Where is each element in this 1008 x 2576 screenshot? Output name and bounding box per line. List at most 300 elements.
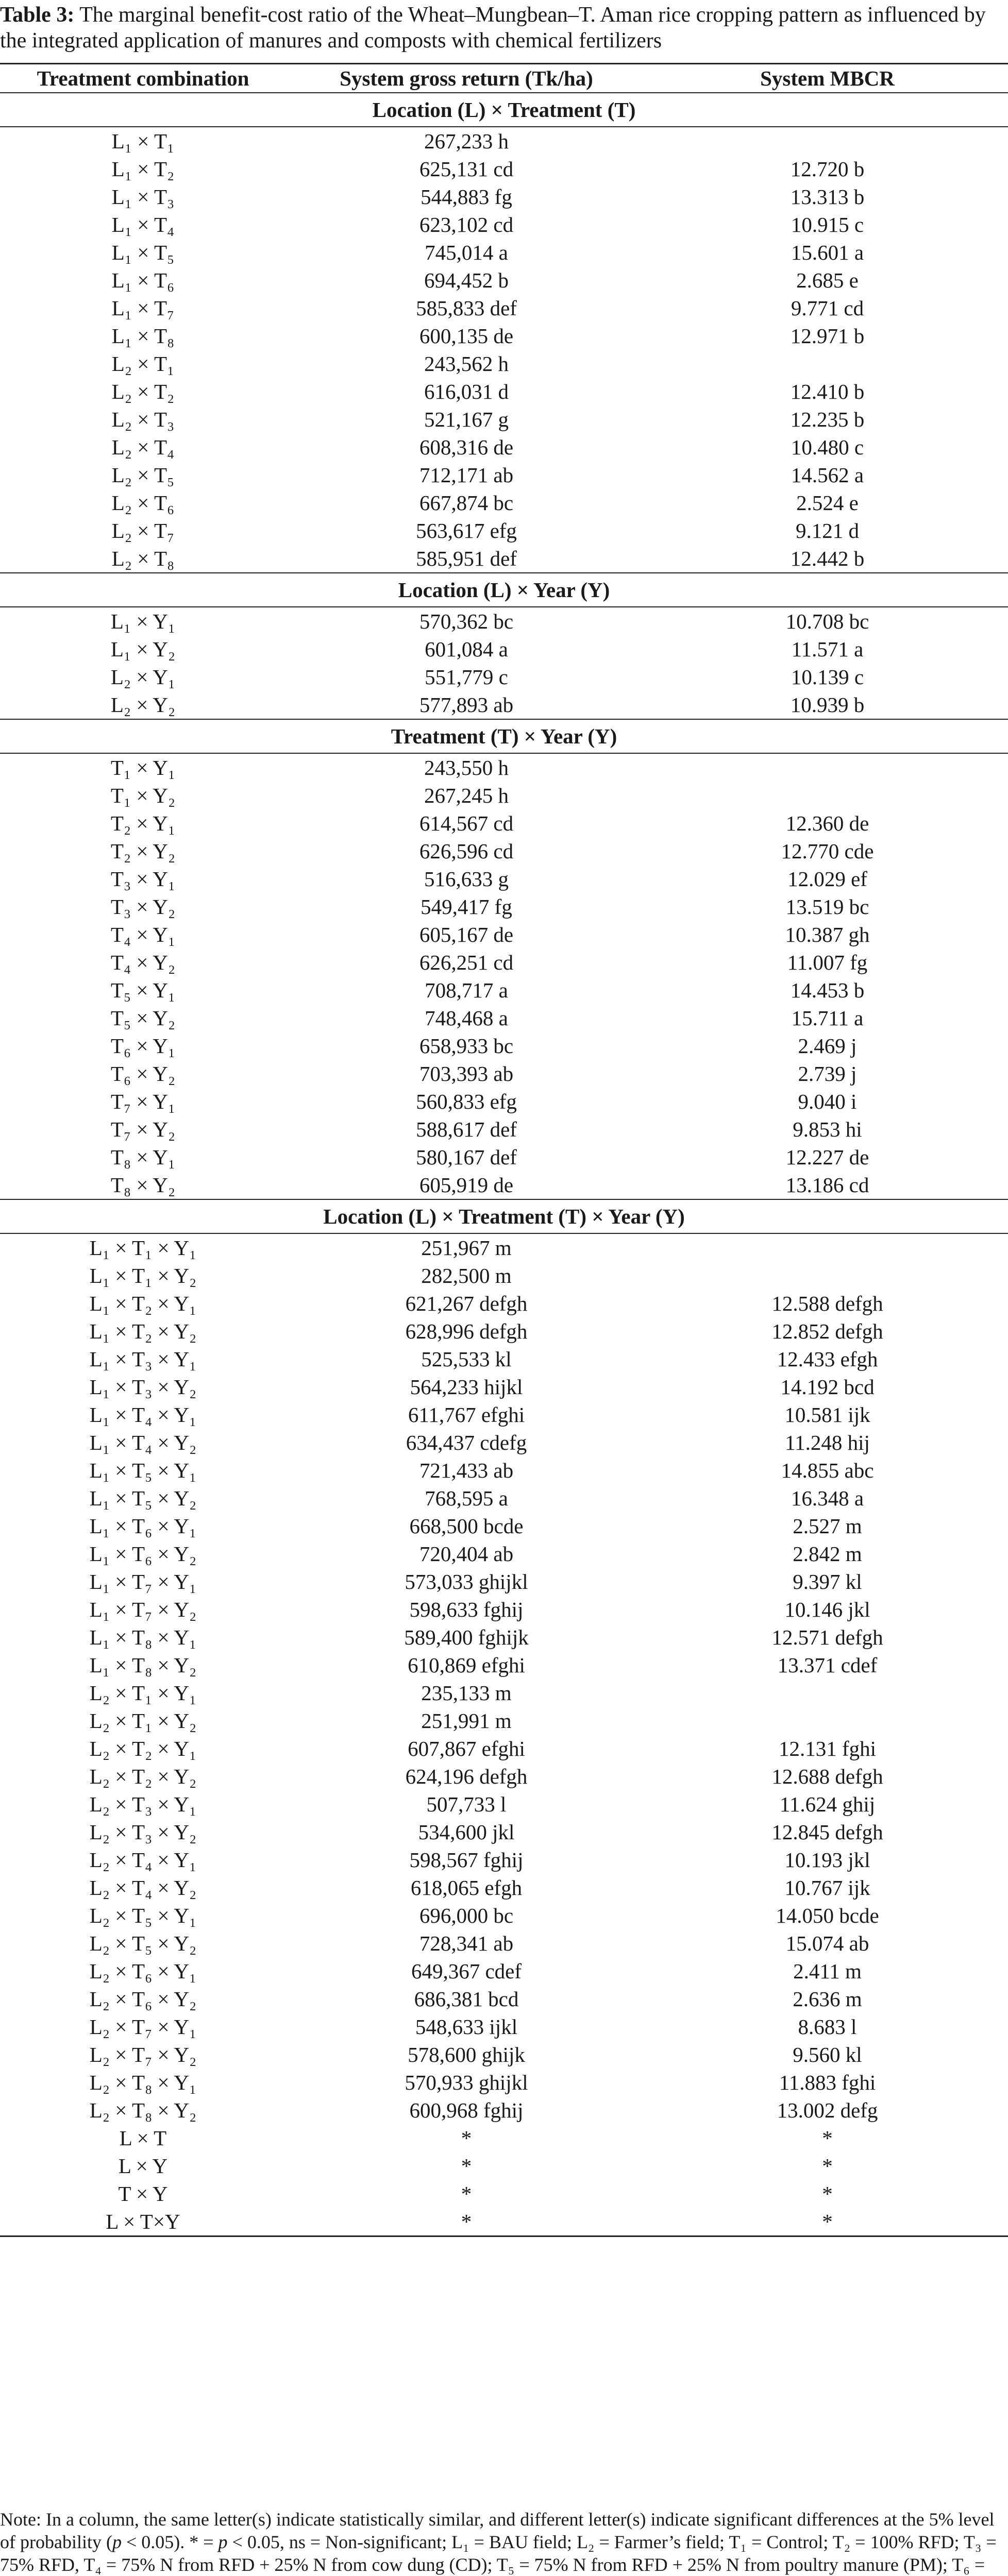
mbcr-cell: 12.131 fghi: [778, 1737, 877, 1760]
gross-return-cell: 577,893 ab: [419, 693, 514, 717]
table-row: [0, 663, 1008, 691]
mbcr-cell: 11.883 fghi: [779, 2071, 876, 2094]
gross-return-cell: 624,196 defgh: [405, 1765, 528, 1788]
gross-return-cell: 267,245 h: [424, 784, 509, 807]
table-row: [0, 1818, 1008, 1846]
gross-return-cell: 551,779 c: [425, 665, 508, 689]
treatment-cell: L₁ × T₂: [111, 157, 175, 181]
mbcr-cell: 10.915 c: [791, 213, 864, 236]
mbcr-cell: 10.767 ijk: [784, 1876, 870, 1900]
note-part-b: < 0.05). * =: [121, 2532, 219, 2552]
gross-return-cell: 598,633 fghij: [409, 1598, 524, 1621]
gross-return-cell: 251,991 m: [421, 1709, 512, 1733]
table-row: [0, 1623, 1008, 1651]
header-row: [0, 64, 1008, 93]
mbcr-cell: *: [822, 2154, 833, 2178]
table-row: [0, 1484, 1008, 1512]
mbcr-cell: 15.601 a: [791, 241, 864, 264]
table-row: [0, 976, 1008, 1004]
treatment-cell: L₂ × T₁ × Y₂: [89, 1709, 197, 1733]
treatment-cell: L₂ × T₃ × Y₂: [89, 1820, 197, 1844]
gross-return-cell: 243,562 h: [424, 352, 509, 376]
table-row: [0, 893, 1008, 921]
mbcr-cell: 2.524 e: [796, 491, 859, 515]
gross-return-cell: 580,167 def: [416, 1145, 517, 1169]
gross-return-cell: 658,933 bc: [419, 1034, 514, 1058]
table-row: [0, 1373, 1008, 1401]
table-row: [0, 545, 1008, 573]
mbcr-cell: 10.146 jkl: [784, 1598, 870, 1621]
gross-return-cell: 728,341 ab: [419, 1931, 514, 1955]
treatment-cell: T₃ × Y₁: [110, 867, 176, 891]
mbcr-cell: 15.711 a: [791, 1006, 864, 1030]
treatment-cell: L₁ × T₈ × Y₁: [89, 1625, 197, 1649]
treatment-cell: L₁ × Y₂: [110, 637, 176, 661]
mbcr-cell: 12.235 b: [790, 408, 865, 431]
treatment-cell: T₁ × Y₁: [110, 756, 176, 779]
table-row: [0, 1929, 1008, 1957]
treatment-cell: L₂ × T₂ × Y₁: [89, 1737, 197, 1760]
mbcr-cell: 10.139 c: [791, 665, 864, 689]
table-row: [0, 1290, 1008, 1317]
table-row: [0, 1317, 1008, 1345]
treatment-cell: L₂ × T₄: [111, 435, 175, 459]
table-row: [0, 1846, 1008, 1874]
gross-return-cell: 616,031 d: [424, 380, 509, 403]
gross-return-cell: 703,393 ab: [419, 1062, 514, 1086]
table-row: [0, 921, 1008, 948]
mbcr-cell: *: [822, 2126, 833, 2150]
treatment-cell: L₁ × T₇ × Y₂: [89, 1598, 197, 1621]
treatment-cell: L₁ × T₁ × Y₂: [89, 1264, 197, 1287]
table-row: [0, 1707, 1008, 1735]
mbcr-cell: 2.469 j: [798, 1034, 857, 1058]
treatment-cell: L₂ × T₆ × Y₂: [89, 1987, 197, 2011]
section-header-row: [0, 573, 1008, 607]
gross-return-cell: 600,135 de: [419, 324, 514, 348]
table-row: [0, 948, 1008, 976]
treatment-cell: L₁ × T₇ × Y₁: [89, 1570, 197, 1594]
mbcr-cell: 2.411 m: [793, 1959, 862, 1983]
treatment-cell: L₁ × Y₁: [110, 609, 176, 633]
mbcr-cell: 12.971 b: [790, 324, 865, 348]
treatment-cell: L₁ × T₃ × Y₁: [89, 1347, 197, 1371]
mbcr-cell: [647, 753, 1008, 782]
treatment-cell: L₁ × T₁: [111, 129, 175, 153]
table-row: [0, 1233, 1008, 1262]
mbcr-cell: 2.685 e: [796, 268, 859, 292]
table-row: [0, 266, 1008, 294]
note-part-c: < 0.05, ns = Non-significant; L₁ = BAU field; L₂ = Farmer’s field; T₁ = Control; T₂ = 100% RFD; T₃ = 75% RFD, T₄ = 75% N from RFD + 25% N from cow dung (CD); T₅ = 75% N from RFD + 25% N from poultry manure (PM); T₆ =: [0, 2532, 997, 2575]
table-row: [0, 183, 1008, 211]
section-header-row: [0, 93, 1008, 127]
treatment-cell: L × T: [119, 2126, 167, 2150]
treatment-cell: L₂ × T₂: [111, 380, 175, 403]
treatment-cell: L₂ × T₈ × Y₂: [89, 2098, 197, 2122]
gross-return-cell: 601,084 a: [425, 637, 508, 661]
gross-return-cell: 521,167 g: [424, 408, 509, 431]
mbcr-cell: 13.519 bc: [785, 895, 869, 919]
table-row: [0, 2208, 1008, 2236]
table-row: [0, 378, 1008, 405]
gross-return-cell: *: [286, 2208, 647, 2236]
table-row: [0, 2041, 1008, 2069]
gross-return-cell: *: [461, 2154, 472, 2178]
treatment-cell: T₄ × Y₂: [110, 951, 176, 974]
table-row: [0, 1874, 1008, 1902]
mbcr-cell: 14.562 a: [791, 463, 864, 487]
table-row: [0, 489, 1008, 517]
table-body: [0, 93, 1008, 2236]
table-label: Table 3:: [0, 3, 75, 27]
table-note: [0, 2508, 1008, 2576]
gross-return-cell: 560,833 efg: [416, 1090, 517, 1113]
table-row: [0, 1902, 1008, 1929]
mbcr-cell: 9.771 cd: [791, 296, 864, 320]
treatment-cell: L₂ × T₁: [111, 352, 175, 376]
treatment-cell: T₇ × Y₁: [110, 1090, 176, 1113]
mbcr-cell: 16.348 a: [791, 1486, 864, 1510]
mbcr-cell: 11.624 ghij: [779, 1792, 876, 1816]
mbcr-cell: 2.739 j: [798, 1062, 857, 1086]
mbcr-cell: 12.433 efgh: [777, 1347, 878, 1371]
table-row: [0, 2124, 1008, 2152]
gross-return-cell: 768,595 a: [425, 1486, 508, 1510]
mbcr-cell: 12.571 defgh: [771, 1625, 883, 1649]
treatment-cell: L₁ × T₆: [111, 268, 175, 292]
mbcr-cell: 10.193 jkl: [784, 1848, 870, 1872]
note-part-a: Note: In a column, the same letter(s) indicate statistically similar, and different letter(s) indicate significant differences at the 5% level of probability (: [0, 2509, 995, 2552]
table-row: [0, 1004, 1008, 1032]
table-row: [0, 1540, 1008, 1568]
mbcr-cell: 12.770 cde: [781, 839, 874, 863]
treatment-cell: T₅ × Y₂: [110, 1006, 176, 1030]
gross-return-cell: 607,867 efghi: [408, 1737, 525, 1760]
mbcr-cell: 14.050 bcde: [776, 1904, 879, 1927]
mbcr-cell: 9.397 kl: [793, 1570, 862, 1594]
mbcr-cell: 2.842 m: [793, 1542, 862, 1566]
mbcr-cell: [647, 1233, 1008, 1262]
gross-return-cell: 282,500 m: [421, 1264, 512, 1287]
table-row: [0, 433, 1008, 461]
mbcr-cell: 12.442 b: [790, 547, 865, 570]
treatment-cell: T₇ × Y₂: [110, 1117, 176, 1141]
treatment-cell: L₁ × T₆ × Y₂: [89, 1542, 197, 1566]
treatment-cell: L₂ × T₄ × Y₂: [89, 1876, 197, 1900]
mbcr-cell: 14.453 b: [790, 978, 865, 1002]
gross-return-cell: 621,267 defgh: [405, 1292, 528, 1315]
table-row: [0, 1568, 1008, 1596]
gross-return-cell: 720,404 ab: [419, 1542, 514, 1566]
gross-return-cell: *: [461, 2126, 472, 2150]
treatment-cell: L₁ × T₅: [111, 241, 175, 264]
gross-return-cell: 605,167 de: [419, 923, 514, 946]
mbcr-cell: 14.855 abc: [781, 1459, 874, 1482]
mbcr-cell: 9.040 i: [798, 1090, 857, 1113]
caption-text: The marginal benefit-cost ratio of the Wheat–Mungbean–T. Aman rice cropping pattern as influenced by the integrated application of manures and composts with chemical fertilizers: [0, 3, 986, 53]
treatment-cell: L₁ × T₄ × Y₂: [89, 1431, 197, 1454]
treatment-cell: T₁ × Y₂: [110, 784, 176, 807]
gross-return-cell: 251,967 m: [421, 1236, 512, 1260]
table-row: [0, 2180, 1008, 2208]
table-row: [0, 1262, 1008, 1290]
gross-return-cell: 634,437 cdefg: [406, 1431, 527, 1454]
gross-return-cell: 589,400 fghijk: [404, 1625, 529, 1649]
mbcr-cell: [647, 1679, 1008, 1707]
table-row: [0, 753, 1008, 782]
treatment-cell: T₃ × Y₂: [110, 895, 176, 919]
treatment-cell: L₂ × T₅ × Y₁: [89, 1904, 197, 1927]
table-row: [0, 2013, 1008, 2041]
mbcr-cell: 13.002 defg: [777, 2098, 878, 2122]
treatment-cell: L₂ × T₂ × Y₂: [89, 1765, 197, 1788]
table-row: [0, 1957, 1008, 1985]
table-row: [0, 782, 1008, 809]
gross-return-cell: 235,133 m: [421, 1681, 512, 1705]
table-row: [0, 1171, 1008, 1199]
gross-return-cell: 626,596 cd: [419, 839, 514, 863]
mbcr-cell: 2.527 m: [793, 1514, 862, 1538]
mbcr-cell: 10.708 bc: [785, 609, 869, 633]
treatment-cell: L₁ × T₂ × Y₂: [89, 1319, 197, 1343]
mbcr-cell: 13.186 cd: [785, 1173, 869, 1197]
table-row: [0, 607, 1008, 635]
gross-return-cell: 748,468 a: [425, 1006, 508, 1030]
gross-return-cell: 610,869 efghi: [408, 1653, 525, 1677]
table-row: [0, 1115, 1008, 1143]
treatment-cell: L₁ × T₂ × Y₁: [89, 1292, 197, 1315]
treatment-cell: L₂ × T₇ × Y₂: [89, 2043, 197, 2066]
mbcr-cell: 8.683 l: [798, 2015, 857, 2039]
treatment-cell: L₂ × T₇ × Y₁: [89, 2015, 197, 2039]
treatment-cell: L₂ × T₅: [111, 463, 175, 487]
mbcr-cell: 13.371 cdef: [777, 1653, 878, 1677]
mbcr-cell: 11.007 fg: [787, 951, 868, 974]
gross-return-cell: 721,433 ab: [419, 1459, 514, 1482]
table-row: [0, 1679, 1008, 1707]
mbcr-cell: 11.571 a: [791, 637, 864, 661]
table-row: [0, 322, 1008, 350]
treatment-cell: L₂ × T₅ × Y₂: [89, 1931, 197, 1955]
treatment-cell: L₂ × T₃: [111, 408, 175, 431]
gross-return-cell: 667,874 bc: [419, 491, 514, 515]
table-row: [0, 809, 1008, 837]
gross-return-cell: 745,014 a: [425, 241, 508, 264]
mbcr-cell: 12.588 defgh: [771, 1292, 883, 1315]
gross-return-cell: 516,633 g: [424, 867, 509, 891]
gross-return-cell: 614,567 cd: [419, 811, 514, 835]
gross-return-cell: 623,102 cd: [419, 213, 514, 236]
treatment-cell: L₁ × T₇: [111, 296, 175, 320]
table-row: [0, 1143, 1008, 1171]
table-row: [0, 1651, 1008, 1679]
mbcr-cell: 12.688 defgh: [771, 1765, 883, 1788]
gross-return-cell: 578,600 ghijk: [408, 2043, 525, 2066]
note-p-2: p: [218, 2532, 228, 2552]
gross-return-cell: 712,171 ab: [419, 463, 514, 487]
gross-return-cell: *: [461, 2182, 472, 2206]
gross-return-cell: 686,381 bcd: [414, 1987, 519, 2011]
mbcr-cell: 10.387 gh: [785, 923, 870, 946]
table-row: [0, 1345, 1008, 1373]
treatment-cell: L₁ × T₄: [111, 213, 175, 236]
mbcr-cell: 12.029 ef: [787, 867, 867, 891]
table-row: [0, 2152, 1008, 2180]
gross-return-cell: 548,633 ijkl: [415, 2015, 518, 2039]
mbcr-cell: [647, 350, 1008, 378]
table-row: [0, 350, 1008, 378]
treatment-cell: L₁ × T₆ × Y₁: [89, 1514, 197, 1538]
table-row: [0, 294, 1008, 322]
mbcr-cell: [647, 127, 1008, 155]
table-row: [0, 127, 1008, 155]
treatment-cell: L₂ × T₁ × Y₁: [89, 1681, 197, 1705]
table-row: [0, 155, 1008, 183]
gross-return-cell: 570,933 ghijkl: [405, 2071, 528, 2094]
gross-return-cell: 573,033 ghijkl: [405, 1570, 528, 1594]
mbcr-cell: 15.074 ab: [785, 1931, 869, 1955]
mbcr-cell: 12.227 de: [785, 1145, 869, 1169]
treatment-cell: L₁ × T₈: [111, 324, 175, 348]
gross-return-cell: 598,567 fghij: [409, 1848, 524, 1872]
gross-return-cell: 585,951 def: [416, 547, 517, 570]
treatment-cell: L₂ × T₇: [111, 519, 175, 543]
table-row: [0, 1088, 1008, 1115]
table-row: [0, 1596, 1008, 1623]
treatment-cell: L₁ × T₃: [111, 185, 175, 209]
treatment-cell: L₂ × T₄ × Y₁: [89, 1848, 197, 1872]
mbcr-cell: 13.313 b: [790, 185, 865, 209]
mbcr-cell: [647, 782, 1008, 809]
header-treatment: Treatment combination: [0, 64, 286, 93]
gross-return-cell: 525,533 kl: [421, 1347, 512, 1371]
table-row: [0, 211, 1008, 239]
treatment-cell: L₂ × T₃ × Y₁: [89, 1792, 197, 1816]
gross-return-cell: 267,233 h: [424, 129, 509, 153]
table-row: [0, 691, 1008, 719]
mbcr-cell: 9.121 d: [796, 519, 859, 543]
table-row: [0, 239, 1008, 266]
table-row: [0, 1401, 1008, 1429]
treatment-cell: T × Y: [118, 2182, 168, 2206]
table-row: [0, 2069, 1008, 2096]
treatment-cell: L₂ × T₈: [111, 547, 175, 570]
treatment-cell: L₂ × T₆ × Y₁: [89, 1959, 197, 1983]
treatment-cell: L₂ × T₆: [111, 491, 175, 515]
treatment-cell: L × Y: [118, 2154, 168, 2178]
section-title: Location (L) × Treatment (T): [0, 93, 1008, 127]
gross-return-cell: 564,233 hijkl: [410, 1375, 523, 1399]
gross-return-cell: 611,767 efghi: [408, 1403, 525, 1427]
header-mbcr: System MBCR: [647, 64, 1008, 93]
gross-return-cell: 600,968 fghij: [409, 2098, 524, 2122]
mbcr-cell: 14.192 bcd: [780, 1375, 875, 1399]
gross-return-cell: 618,065 efgh: [410, 1876, 523, 1900]
note-p-1: p: [112, 2532, 122, 2552]
treatment-cell: L₂ × Y₂: [110, 693, 176, 717]
mbcr-cell: 10.939 b: [790, 693, 865, 717]
gross-return-cell: 608,316 de: [419, 435, 514, 459]
treatment-cell: L₁ × T₃ × Y₂: [89, 1375, 197, 1399]
mbcr-cell: 12.852 defgh: [771, 1319, 883, 1343]
table-row: [0, 635, 1008, 663]
mbcr-cell: 11.248 hij: [785, 1431, 870, 1454]
table-row: [0, 1032, 1008, 1060]
mbcr-cell: 2.636 m: [793, 1987, 862, 2011]
table-row: [0, 1456, 1008, 1484]
treatment-cell: L₂ × Y₁: [110, 665, 176, 689]
gross-return-cell: 649,367 cdef: [411, 1959, 522, 1983]
gross-return-cell: 628,996 defgh: [405, 1319, 528, 1343]
table-row: [0, 865, 1008, 893]
table-row: [0, 1512, 1008, 1540]
treatment-cell: T₈ × Y₁: [110, 1145, 176, 1169]
treatment-cell: T₅ × Y₁: [110, 978, 176, 1002]
mbcr-cell: *: [647, 2208, 1008, 2236]
treatment-cell: T₆ × Y₁: [110, 1034, 176, 1058]
table-row: [0, 405, 1008, 433]
mbcr-cell: 9.560 kl: [793, 2043, 862, 2066]
gross-return-cell: 668,500 bcde: [409, 1514, 524, 1538]
section-header-row: [0, 1199, 1008, 1233]
mbcr-cell: 10.581 ijk: [784, 1403, 870, 1427]
table-row: [0, 1429, 1008, 1456]
treatment-cell: L × T×Y: [0, 2208, 286, 2236]
section-title: Treatment (T) × Year (Y): [0, 719, 1008, 753]
section-title: Location (L) × Year (Y): [0, 573, 1008, 607]
table-row: [0, 2096, 1008, 2124]
treatment-cell: T₂ × Y₁: [110, 811, 176, 835]
gross-return-cell: 626,251 cd: [419, 951, 514, 974]
gross-return-cell: 549,417 fg: [421, 895, 512, 919]
treatment-cell: T₆ × Y₂: [110, 1062, 176, 1086]
table-caption: [0, 2, 1008, 54]
treatment-cell: L₂ × T₈ × Y₁: [89, 2071, 197, 2094]
table-row: [0, 1060, 1008, 1088]
mbcr-cell: 12.410 b: [790, 380, 865, 403]
table-row: [0, 1790, 1008, 1818]
treatment-cell: L₁ × T₅ × Y₂: [89, 1486, 197, 1510]
gross-return-cell: 625,131 cd: [419, 157, 514, 181]
gross-return-cell: 694,452 b: [424, 268, 509, 292]
table-row: [0, 1985, 1008, 2013]
table-row: [0, 837, 1008, 865]
gross-return-cell: 585,833 def: [416, 296, 517, 320]
gross-return-cell: 243,550 h: [424, 756, 509, 779]
treatment-cell: L₁ × T₅ × Y₁: [89, 1459, 197, 1482]
mbcr-table: [0, 63, 1008, 2237]
mbcr-cell: [647, 1707, 1008, 1735]
treatment-cell: L₁ × T₁ × Y₁: [89, 1236, 197, 1260]
gross-return-cell: 544,883 fg: [421, 185, 512, 209]
gross-return-cell: 605,919 de: [419, 1173, 514, 1197]
mbcr-cell: 12.845 defgh: [771, 1820, 883, 1844]
header-gross-return: System gross return (Tk/ha): [286, 64, 647, 93]
section-title: Location (L) × Treatment (T) × Year (Y): [0, 1199, 1008, 1233]
table-row: [0, 1735, 1008, 1762]
gross-return-cell: 708,717 a: [425, 978, 508, 1002]
gross-return-cell: 563,617 efg: [416, 519, 517, 543]
mbcr-cell: 12.720 b: [790, 157, 865, 181]
mbcr-cell: *: [822, 2182, 833, 2206]
treatment-cell: L₁ × T₈ × Y₂: [89, 1653, 197, 1677]
gross-return-cell: 588,617 def: [416, 1117, 517, 1141]
treatment-cell: L₁ × T₄ × Y₁: [89, 1403, 197, 1427]
table-row: [0, 1762, 1008, 1790]
mbcr-cell: 10.480 c: [791, 435, 864, 459]
gross-return-cell: 507,733 l: [426, 1792, 507, 1816]
gross-return-cell: 696,000 bc: [419, 1904, 514, 1927]
